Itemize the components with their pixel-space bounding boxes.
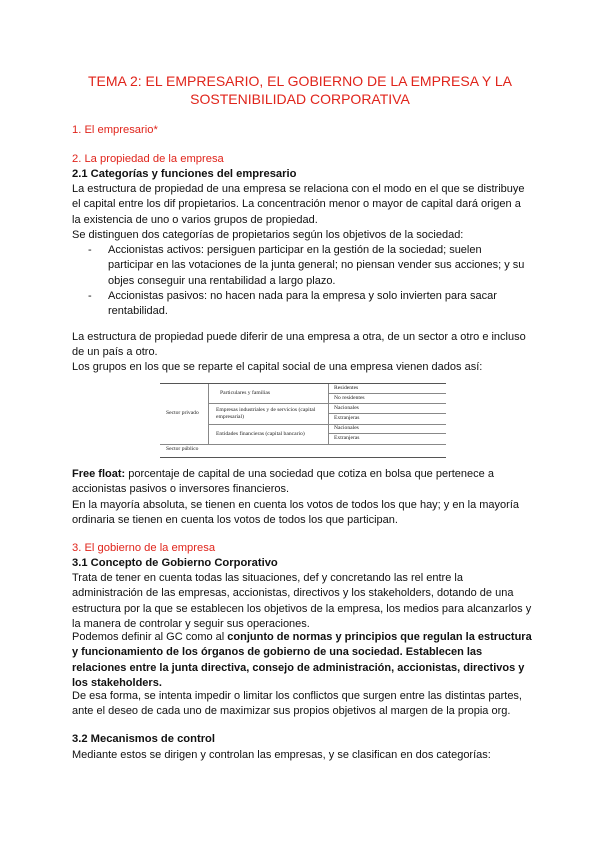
- section-1-heading: 1. El empresario*: [72, 124, 158, 136]
- cell-extranjeras-2: Extranjeras: [334, 435, 360, 441]
- cell-nacionales-1: Nacionales: [334, 405, 359, 411]
- list-item-passive-shareholders: [88, 289, 528, 320]
- cell-entidades: Entidades financieras (capital bancario): [216, 431, 305, 437]
- cell-extranjeras-1: Extranjeras: [334, 415, 360, 421]
- paragraph-conflicts: De esa forma, se intenta impedir o limitar los conflictos que surgen entre las distintas partes, ante el deseo de cada uno de maximizar sus propios objetivos al margen de la propia org.: [72, 690, 522, 718]
- paragraph-ownership-structure: La estructura de propiedad de una empresa se relaciona con el modo en el que se distribuye el capital entre los dif propietarios. La concentración menor o mayor de capital dará origen a la existencia de uno o varios grupos de propiedad.: [72, 183, 525, 226]
- free-float-definition: porcentaje de capital de una sociedad que cotiza en bolsa que pertenece a accionistas pasivos o inversores financieros.: [72, 468, 494, 496]
- cell-nacionales-2: Nacionales: [334, 425, 359, 431]
- gc-definition-bold: conjunto de normas y principios que regulan la estructura y funcionamiento de los órganos de gobierno de una sociedad. Establecen las relaciones entre la junta directiva, consejo de administración, accionistas, directivos y los stakeholders.: [72, 631, 532, 690]
- cell-residentes: Residentes: [334, 385, 359, 391]
- subsection-3-1-heading: 3.1 Concepto de Gobierno Corporativo: [72, 557, 278, 569]
- subsection-2-1-heading: 2.1 Categorías y funciones del empresario: [72, 168, 297, 180]
- dash-bullet: -: [88, 290, 92, 302]
- paragraph-owner-categories: Se distinguen dos categorías de propietarios según los objetivos de la sociedad:: [72, 229, 464, 241]
- list-item-text: Accionistas pasivos: no hacen nada para la empresa y solo invierten para sacar rentabilidad.: [108, 290, 497, 318]
- subsection-3-2-heading: 3.2 Mecanismos de control: [72, 733, 215, 745]
- paragraph-free-float: [72, 467, 532, 498]
- document-title: TEMA 2: EL EMPRESARIO, EL GOBIERNO DE LA EMPRESA Y LA SOSTENIBILIDAD CORPORATIVA: [87, 73, 513, 107]
- paragraph-corporate-governance: Trata de tener en cuenta todas las situaciones, def y concretando las rel entre la administración de las empresas, accionistas, directivos y los stakeholders, dotando de una estructura por la que se establecen los objetivos de la empresa, los medios para alcanzarlos y la manera de controlar y seguir sus operaciones.: [72, 572, 532, 631]
- free-float-term: Free float:: [72, 468, 126, 480]
- paragraph-majority: En la mayoría absoluta, se tienen en cuenta los votos de todos los que hay; y en la mayoría ordinaria se tienen en cuenta los votos de todos los que participan.: [72, 499, 519, 527]
- paragraph-capital-groups: Los grupos en los que se reparte el capital social de una empresa vienen dados así:: [72, 361, 483, 373]
- cell-no-residentes: No residentes: [334, 395, 365, 401]
- cell-sector-publico: Sector público: [166, 446, 199, 452]
- paragraph-structure-differs: La estructura de propiedad puede diferir de una empresa a otra, de un sector a otro e incluso de un país a otro.: [72, 331, 526, 359]
- list-item-text: Accionistas activos: persiguen participar en la gestión de la sociedad; suelen participar en las votaciones de la junta general; no piensan vender sus acciones; y su objes conseguir una rentabilidad a largo plazo.: [108, 244, 525, 287]
- gc-definition-intro: Podemos definir al GC como al: [72, 631, 228, 643]
- dash-bullet: -: [88, 244, 92, 256]
- paragraph-control-mechanisms: Mediante estos se dirigen y controlan las empresas, y se clasifican en dos categorías:: [72, 749, 491, 761]
- list-item-active-shareholders: [88, 243, 528, 289]
- section-3-heading: 3. El gobierno de la empresa: [72, 542, 216, 554]
- cell-particulares: Particulares y familias: [220, 390, 271, 396]
- ownership-table: [160, 383, 446, 458]
- paragraph-gc-definition: [72, 630, 532, 692]
- cell-empresas: Empresas industriales y de servicios (capital empresarial): [216, 407, 316, 420]
- cell-sector-privado: Sector privado: [166, 410, 199, 416]
- section-2-heading: 2. La propiedad de la empresa: [72, 153, 224, 165]
